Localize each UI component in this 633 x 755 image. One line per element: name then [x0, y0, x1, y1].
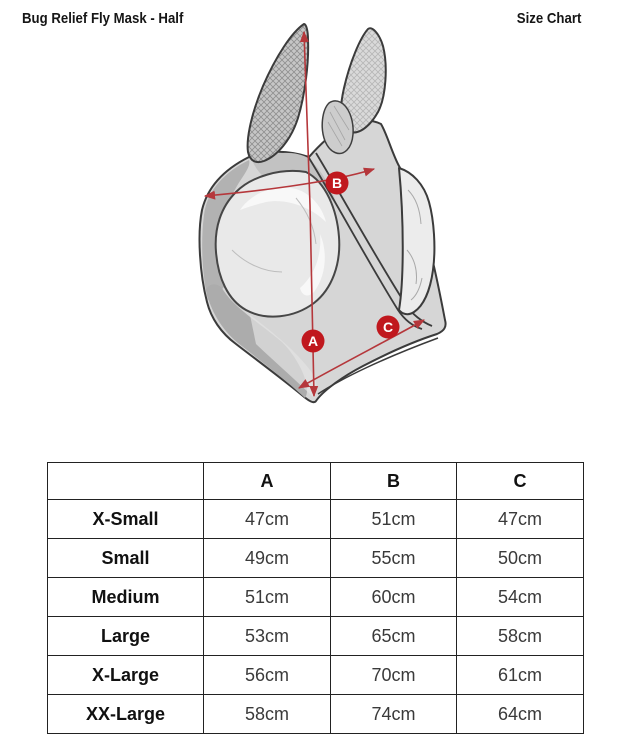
column-header-c: C [457, 463, 584, 500]
value-b: 60cm [331, 578, 457, 617]
column-header-b: B [331, 463, 457, 500]
value-c: 54cm [457, 578, 584, 617]
table-row [48, 539, 584, 578]
size-label: X-Small [48, 500, 204, 539]
label-c-text: C [382, 319, 394, 336]
value-b: 70cm [331, 656, 457, 695]
size-chart-table [47, 462, 584, 734]
value-c: 58cm [457, 617, 584, 656]
value-a: 56cm [204, 656, 331, 695]
value-b: 51cm [331, 500, 457, 539]
table-row [48, 500, 584, 539]
size-label: XX-Large [48, 695, 204, 734]
measurement-label-c [377, 316, 400, 339]
value-a: 51cm [204, 578, 331, 617]
measurement-label-a [302, 330, 325, 353]
label-a-text: A [307, 333, 319, 350]
size-label: Small [48, 539, 204, 578]
measurement-label-b [326, 172, 349, 195]
table-row [48, 578, 584, 617]
table-row [48, 695, 584, 734]
value-c: 47cm [457, 500, 584, 539]
value-b: 65cm [331, 617, 457, 656]
table-header-row [48, 463, 584, 500]
label-b-text: B [331, 175, 343, 192]
value-a: 58cm [204, 695, 331, 734]
size-label: Medium [48, 578, 204, 617]
value-b: 55cm [331, 539, 457, 578]
table-row [48, 617, 584, 656]
value-a: 47cm [204, 500, 331, 539]
size-label: X-Large [48, 656, 204, 695]
size-label: Large [48, 617, 204, 656]
value-c: 61cm [457, 656, 584, 695]
value-c: 64cm [457, 695, 584, 734]
column-header-a: A [204, 463, 331, 500]
value-a: 49cm [204, 539, 331, 578]
value-c: 50cm [457, 539, 584, 578]
corner-cell [48, 463, 204, 500]
size-chart-title: Size Chart [516, 10, 581, 27]
value-b: 74cm [331, 695, 457, 734]
table-row [48, 656, 584, 695]
page-title: Bug Relief Fly Mask - Half [22, 10, 184, 27]
value-a: 53cm [204, 617, 331, 656]
left-ear [248, 24, 309, 162]
